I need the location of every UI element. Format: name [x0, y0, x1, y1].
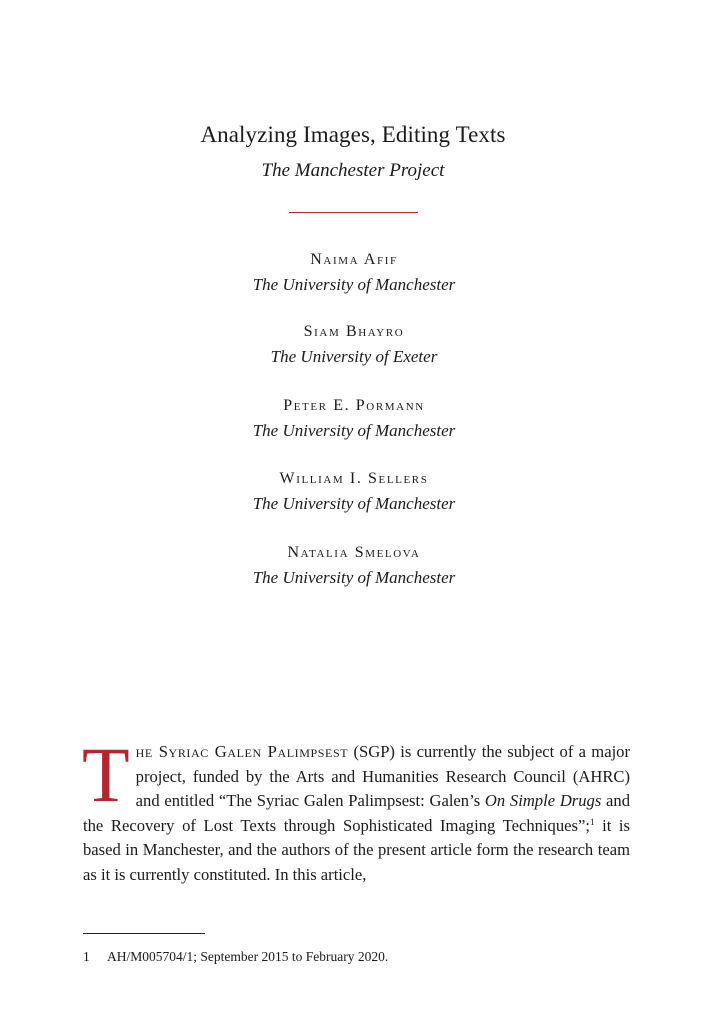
footnote: [83, 948, 388, 966]
footnote-text: AH/M005704/1; September 2015 to February 2020.: [107, 949, 389, 964]
author-block: [0, 543, 708, 589]
body-paragraph: [82, 731, 631, 887]
author-affiliation: The University of Manchester: [252, 494, 456, 513]
author-block: [0, 322, 708, 368]
drop-cap: T: [82, 731, 130, 818]
author-affiliation: The University of Exeter: [270, 347, 438, 366]
author-block: [0, 396, 708, 442]
author-name: Peter E. Pormann: [283, 397, 425, 414]
author-affiliation: The University of Manchester: [252, 568, 456, 587]
footnote-number: 1: [83, 949, 90, 964]
author-block: [0, 250, 708, 296]
author-name: William I. Sellers: [279, 470, 429, 487]
paper-title: Analyzing Images, Editing Texts: [200, 122, 506, 147]
body-text-segment: (SGP) is currently the subject of a major project, funded by the Arts and Humanities Research Council (AHRC) and entitled “The Syriac Galen Palimpsest: Galen’s: [135, 742, 630, 810]
title-divider: [289, 212, 418, 213]
author-affiliation: The University of Manchester: [252, 275, 456, 294]
body-text-segment: and the Recovery of Lost Texts through Sophisticated Imaging Techniques”;: [83, 791, 631, 835]
lead-small-caps: he Syriac Galen Palimpsest: [135, 742, 349, 761]
footnote-reference[interactable]: 1: [589, 816, 595, 827]
footnote-divider: [83, 933, 205, 934]
author-affiliation: The University of Manchester: [252, 421, 456, 440]
author-name: Siam Bhayro: [303, 323, 405, 340]
author-name: Naima Afif: [310, 251, 398, 268]
author-name: Natalia Smelova: [287, 544, 421, 561]
book-title-italic: On Simple Drugs: [484, 791, 602, 810]
paper-subtitle: The Manchester Project: [261, 160, 445, 181]
author-block: [0, 469, 708, 515]
body-text-segment: it is based in Manchester, and the authors of the present article form the research team as it is currently constituted. In this article,: [83, 815, 630, 884]
